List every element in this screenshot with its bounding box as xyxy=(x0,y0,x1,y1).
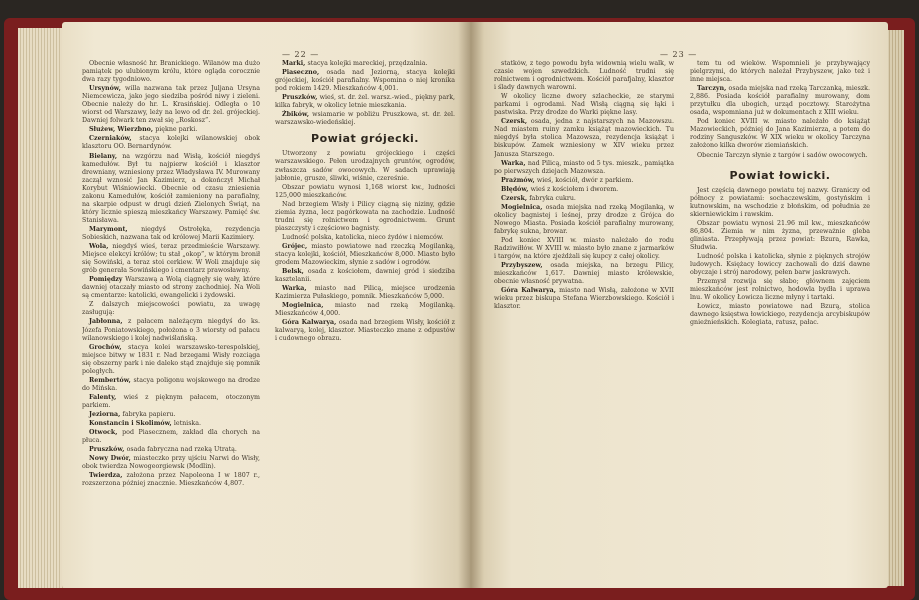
entry-text: niegdyś wieś, teraz przedmieście Warszawy. Miejsce elekcyi królów; tu stał „okop”, w którym bronił się Sowiński, a teraz stoi cerkiew. W Woli znajduje się grób generała Sowińskiego i cmentarz prawosławny. xyxy=(82,243,260,275)
entry-text: nad Pilicą, miasto od 5 tys. mieszk., pamiątka po pierwszych dziejach Mazowsza. xyxy=(494,159,674,175)
entry-text: fabryka papieru. xyxy=(122,410,176,418)
entry-text: Ludność polska, katolicka, nieco żydów i niemców. xyxy=(282,233,444,241)
entry-name: Błędów, xyxy=(501,185,531,193)
entry-name: Warka, xyxy=(501,159,528,167)
paragraph xyxy=(82,446,260,454)
entry-name: Piaseczno, xyxy=(282,69,327,77)
paragraph xyxy=(82,429,260,445)
paragraph xyxy=(82,135,260,151)
entry-text: W okolicy liczne dwory szlacheckie, ze starymi parkami i ogrodami. Nad Wisłą ciągną się łąki i pastwiska. Przy drodze do Warki piękne lasy. xyxy=(494,93,674,117)
entry-name: Przybyszew, xyxy=(501,262,551,270)
paragraph xyxy=(494,186,674,194)
book-gutter xyxy=(458,22,484,588)
right-page xyxy=(470,22,888,588)
entry-text: Obszar powiatu wynosi 1,168 wiorst kw., ludności 125,000 mieszkańców. xyxy=(275,183,455,199)
entry-text: miasto powiatowe nad rzeczką Mogilanką, stacya kolejki, kościół, Mieszkańców 8,000. Miasto było grodem Mazowieckim, słynie z sadów i ogrodów. xyxy=(275,242,455,267)
entry-text: Pod koniec XVIII w. miasto należało do książąt Mazowieckich, później do Jana Kazimierza, a potem do rodziny Sanguszków. W XIX wieku w okolicy Tarczyna założono kilka dworów ziemiańskich. xyxy=(690,118,870,150)
paragraph xyxy=(82,301,260,317)
text-block xyxy=(690,187,870,328)
page-number: — 22 — xyxy=(282,50,320,59)
paragraph xyxy=(690,220,870,252)
paragraph xyxy=(275,111,455,127)
paragraph xyxy=(82,126,260,134)
entry-text: letniska. xyxy=(173,420,202,428)
entry-name: Prażmów, xyxy=(501,176,537,184)
entry-name: Nowy Dwór, xyxy=(89,455,134,463)
entry-name: Konstancin i Skolimów, xyxy=(89,420,174,428)
page-number: — 23 — xyxy=(660,50,698,59)
section-heading: Powiat łowicki. xyxy=(729,168,831,182)
entry-text: willa nazwana tak przez Juljana Ursyna Niemcewicza, jako jego siedziba pośród niwy i zieleni. Obecnie należy do hr. L. Krasińskiej. Odległa o 10 wiorst od Warszawy, leży na lewo od dr. żel. grójeckiej. Dawniej folwark ten zwał się „Roskosz”. xyxy=(82,85,260,125)
entry-name: Jeziorna, xyxy=(89,410,123,418)
entry-name: Rembertów, xyxy=(89,376,134,384)
entry-name: Żbików, xyxy=(282,111,313,119)
entry-text: wieś z pięknym pałacem, otoczonym parkiem. xyxy=(82,393,260,409)
text-column xyxy=(494,60,674,582)
entry-text: miasteczko przy ujściu Narwi do Wisły, obok twierdza Nowogeorgiewsk (Modlin). xyxy=(82,455,260,471)
entry-text: stacya poligonu wojskowego na drodze do Mińska. xyxy=(82,376,260,392)
entry-name: Grójec, xyxy=(282,242,312,250)
paragraph xyxy=(82,377,260,393)
entry-text: stacya kolei warszawsko-terespolskiej, miejsce bitwy w 1831 r. Nad brzegami Wisły rozciąga się obszerny park i nie daleko stąd znajduje się pomnik poległych. xyxy=(82,343,260,375)
paragraph xyxy=(494,262,674,286)
text-column xyxy=(690,60,870,582)
entry-text: Przemysł rozwija się słabo; głównem zajęciem mieszkańców jest rolnictwo, hodowla bydła i uprawa lnu. W okolicy Łowicza liczne młyny i tartaki. xyxy=(690,278,870,302)
entry-text: niegdyś Ostrołęka, rezydencja Sobieskich, nazwana tak od królowej Marii Kazimiery. xyxy=(82,225,260,241)
entry-text: Pod koniec XVIII w. miasto należało do rodu Radziwiłłów. W XVIII w. miasto było znane z jarmarków i targów, na które zjeżdżali się kupcy z całej okolicy. xyxy=(494,236,674,261)
paragraph xyxy=(494,177,674,185)
paragraph xyxy=(82,85,260,125)
entry-text: osada nad Jeziorną, stacya kolejki grójeckiej, kościół parafialny. Wspomina o niej kronika pod rokiem 1429. Mieszkańców 4,001. xyxy=(275,69,455,93)
entry-name: Grochów, xyxy=(89,343,129,351)
paragraph xyxy=(82,394,260,410)
entry-text: osada, jedna z najstarszych na Mazowszu. Nad miastem ruiny zamku książąt mazowieckich. Tu niegdyś była stolica Mazowsza, rezydencja książąt i biskupów. Zamek wzniesiony w XIV wieku przez Janusza Starszego. xyxy=(494,118,674,158)
entry-text: Nad brzegiem Wisły i Pilicy ciągną się niziny, gdzie ziemia żyzna, lecz pagórkowata na zachodzie. Ludność trudni się rolnictwem i ogrodnictwem. Grunt piaszczysty i częściowo bagnisty. xyxy=(275,200,455,232)
entry-text: Utworzony z powiatu grójeckiego i części warszawskiego. Pełen urodzajnych gruntów, ogrodów, zwłaszcza sadów owocowych. W sadach uprawiają jabłonie, grusze, śliwki, wiśnie, czereśnie. xyxy=(275,150,455,182)
entry-text: osada fabryczna nad rzeką Utratą. xyxy=(126,446,237,454)
paragraph xyxy=(275,285,455,301)
entry-name: Góra Kalwarya, xyxy=(501,287,560,295)
paragraph xyxy=(82,153,260,225)
paragraph xyxy=(494,93,674,117)
entry-name: Marki, xyxy=(282,60,308,67)
paragraph xyxy=(494,195,674,203)
paragraph xyxy=(82,455,260,471)
paragraph xyxy=(690,278,870,302)
entry-text: Warszawą a Wolą ciągnęły się wały, które dawniej otaczały miasto od strony zachodniej. Na Woli są cmentarze: katolicki, ewangelicki i żydowski. xyxy=(82,276,260,300)
paragraph xyxy=(82,243,260,275)
paragraph xyxy=(275,302,455,318)
paragraph xyxy=(82,318,260,342)
entry-name: Pruszków, xyxy=(282,94,320,102)
entry-text: osada miejska nad rzeką Tarczanką, mieszk. 2,886. Posiada kościół parafialny murowany, dom przytułku dla ubogich, urząd pocztowy. Starożytna osada, wspomniana już w dokumentach z XIII wieku. xyxy=(690,85,870,117)
text-block xyxy=(275,60,455,127)
entry-text: miasto nad Pilicą, miejsce urodzenia Kazimierza Pułaskiego, pomnik. Mieszkańców 5,000. xyxy=(275,285,455,301)
text-column xyxy=(275,60,455,582)
entry-text: tem tu od wieków. Wspomnieli je przybywający pielgrzymi, do których należał Przybyszew, jako też i inne miejsca. xyxy=(690,60,870,84)
text-block xyxy=(275,150,455,343)
entry-name: Czerniaków, xyxy=(89,135,140,143)
page-edges-left xyxy=(18,28,66,588)
entry-text: wieś, st. dr. żel. warsz.-wied., piękny park, kilka fabryk, w okolicy letnie mieszkania. xyxy=(275,94,455,110)
text-block xyxy=(690,60,870,160)
entry-text: osada z kościołem, dawniej gród i siedziba kasztelanii. xyxy=(275,268,455,284)
entry-text: Obecnie Tarczyn słynie z targów i sadów owocowych. xyxy=(697,151,868,159)
entry-name: Mogielnica, xyxy=(282,302,335,310)
text-column xyxy=(82,60,260,582)
entry-text: Jest częścią dawnego powiatu tej nazwy. Graniczy od północy z powiatami: sochaczewskim, gostyńskim i kutnowskim, na wschodzie z błońskim, od południa ze skierniewickim i rawskim. xyxy=(690,186,870,218)
paragraph xyxy=(494,160,674,176)
entry-name: Twierdza, xyxy=(89,472,127,480)
entry-text: pod Piasecznem, zakład dla chorych na płuca. xyxy=(82,429,260,445)
entry-text: osada nad brzegiem Wisły, kościół z kalwaryą, kolej, klasztor. Miasteczko znane z odpustów i cudownego obrazu. xyxy=(275,319,455,343)
paragraph xyxy=(494,204,674,236)
paragraph xyxy=(275,319,455,343)
paragraph xyxy=(690,253,870,277)
entry-text: fabryka cukru. xyxy=(529,194,576,202)
entry-name: Warka, xyxy=(282,285,315,293)
paragraph xyxy=(275,69,455,93)
entry-name: Marymont, xyxy=(89,225,142,233)
paragraph xyxy=(275,234,455,242)
paragraph xyxy=(82,344,260,376)
paragraph xyxy=(82,420,260,428)
entry-name: Służew, Wierzbno, xyxy=(89,126,156,134)
paragraph xyxy=(690,187,870,219)
entry-name: Wola, xyxy=(89,243,113,251)
entry-name: Pruszków, xyxy=(89,446,127,454)
paragraph xyxy=(690,152,870,160)
paragraph xyxy=(494,118,674,158)
paragraph xyxy=(275,184,455,200)
paragraph xyxy=(494,60,674,92)
paragraph xyxy=(690,118,870,150)
entry-text: osada miejska, na brzegu Pilicy, mieszkańców 1,617. Dawniej miasto królewskie, obecnie własność prywatna. xyxy=(494,262,674,286)
entry-text: piękne parki. xyxy=(155,126,198,134)
paragraph xyxy=(82,276,260,300)
section-heading: Powiat grójecki. xyxy=(311,132,419,146)
entry-text: Ludność polska i katolicka, słynie z pięknych strojów ludowych. Księżacy łowiccy zachowali do dziś dawne obyczaje i strój narodowy, pełen barw jaskrawych. xyxy=(690,252,870,277)
entry-text: statków, z tego powodu była widownią wielu walk, w czasie wojen szwedzkich. Ludność trudni się rolnictwem i ogrodnictwem. Kościół parafjalny, klasztor i ślady dawnych warowni. xyxy=(494,60,674,92)
paragraph xyxy=(494,237,674,261)
entry-text: Łowicz, miasto powiatowe nad Bzurą, stolica dawnego księstwa łowickiego, rezydencja arcybiskupów gnieźnieńskich. Kolegiata, ratusz, pałac. xyxy=(690,303,870,327)
paragraph xyxy=(690,85,870,117)
entry-text: wieś, kościół, dwór z parkiem. xyxy=(536,176,634,184)
paragraph xyxy=(275,150,455,182)
paragraph xyxy=(82,226,260,242)
paragraph xyxy=(82,472,260,488)
entry-text: Z dalszych miejscowości powiatu, za uwagę zasługują: xyxy=(82,301,260,317)
entry-name: Falenty, xyxy=(89,393,124,401)
entry-text: stacya kolejki wilanowskiej obok klasztoru OO. Bernardynów. xyxy=(82,135,260,151)
entry-text: z pałacem należącym niegdyś do ks. Józefa Poniatowskiego, położona o 3 wiorsty od pałacu wilanowskiego i kolej nadwiślańską. xyxy=(82,318,260,342)
entry-text: na wzgórzu nad Wisłą, kościół niegdyś kamedułów. Był tu najpierw kościół i klasztor drewniany, wzniesiony przez Władysława IV. Murowany zaczął wznosić Jan Kazimierz, a dokończył Michał Korybut Wiśniowiecki. Obecnie od czasu zniesienia zakonu Kamedułów, kościół zamieniony na parafialny, na skarpie odpust w drugi dzień Zielonych Świąt, na który licznie spieszą mieszkańcy Warszawy. Pamięć św. Stanisława. xyxy=(82,152,260,224)
entry-name: Jabłonna, xyxy=(89,318,129,326)
entry-text: miasto nad rzeką Mogilanką. Mieszkańców 4,000. xyxy=(275,302,455,318)
entry-name: Otwock, xyxy=(89,429,123,437)
paragraph xyxy=(275,201,455,233)
left-page xyxy=(62,22,470,588)
paragraph xyxy=(275,94,455,110)
paragraph xyxy=(275,243,455,267)
entry-text: wieś z kościołem i dworem. xyxy=(530,185,619,193)
paragraph xyxy=(494,287,674,311)
entry-text: Obszar powiatu wynosi 21.96 mil kw., mieszkańców 86,804. Ziemia w nim żyzna, przeważnie gleba gliniasta. Przepływają przez powiat: Bzura, Rawka, Słudwia. xyxy=(690,219,870,251)
entry-name: Mogielnica, xyxy=(501,203,546,211)
entry-name: Bielany, xyxy=(89,152,123,160)
paragraph xyxy=(690,60,870,84)
entry-name: Czersk, xyxy=(501,194,530,202)
entry-name: Ursynów, xyxy=(89,85,125,93)
paragraph xyxy=(690,303,870,327)
paragraph xyxy=(82,60,260,84)
entry-name: Góra Kalwarya, xyxy=(282,319,339,327)
entry-text: miasto nad Wisłą, założone w XVII wieku przez biskupa Stefana Wierzbowskiego. Kościół i klasztor. xyxy=(494,287,674,311)
entry-name: Pomiędzy xyxy=(89,276,126,284)
paragraph xyxy=(275,268,455,284)
paragraph xyxy=(82,411,260,419)
entry-name: Belsk, xyxy=(282,268,308,276)
paragraph xyxy=(275,60,455,68)
entry-text: stacya kolejki mareckiej, przędzalnia. xyxy=(307,60,428,67)
entry-text: osada miejska nad rzeką Mogilanką, w okolicy bagnistej i leśnej, przy drodze z Grójca do Nowego Miasta. Posiada kościół parafialny murowany, fabrykę sukna, browar. xyxy=(494,203,674,235)
entry-text: Obecnie własność hr. Branickiego. Wilanów ma dużo pamiątek po ulubionym królu, które ogląda corocznie dwa razy tygodniowo. xyxy=(82,60,260,84)
entry-name: Czersk, xyxy=(501,118,531,126)
entry-name: Tarczyn, xyxy=(697,85,729,93)
entry-text: wsiamarie w pobliżu Pruszkowa, st. dr. żel. warszawsko-wiedeńskiej. xyxy=(275,111,455,127)
entry-text: założona przez Napoleona I w 1807 r., rozszerzona później znacznie. Mieszkańców 4,807. xyxy=(82,472,260,488)
